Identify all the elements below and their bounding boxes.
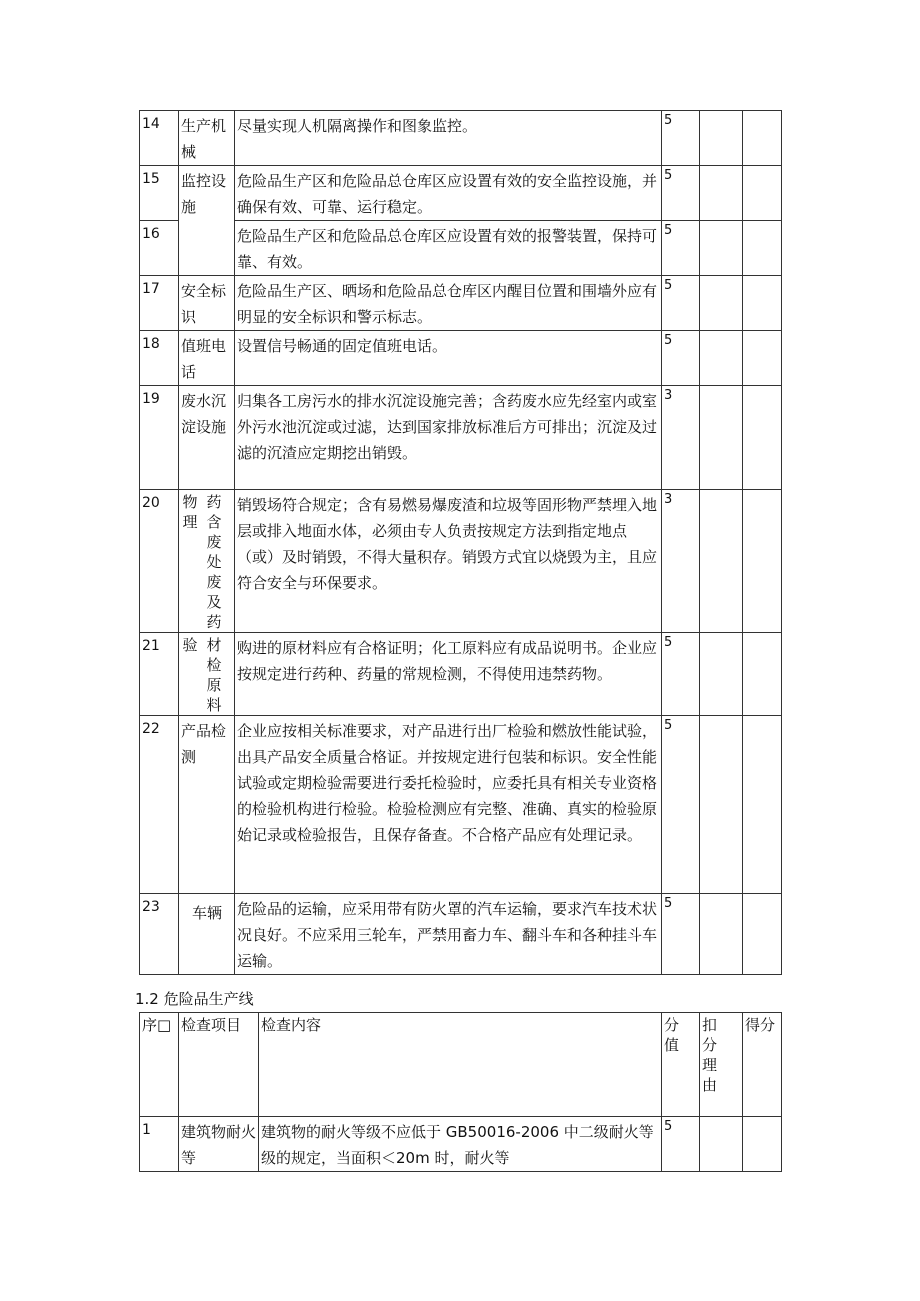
row-number: 17 bbox=[140, 276, 179, 331]
check-item-part: 材检原料 bbox=[206, 636, 222, 714]
deduct-reason-cell bbox=[700, 1117, 743, 1172]
got-score-cell bbox=[743, 331, 782, 386]
deduct-reason-cell bbox=[700, 386, 743, 490]
deduct-reason-cell bbox=[700, 490, 743, 633]
score-value: 5 bbox=[662, 166, 700, 221]
check-item-part: 物理 bbox=[182, 493, 198, 531]
row-number: 1 bbox=[140, 1117, 179, 1172]
header-score: 分值 bbox=[662, 1013, 700, 1117]
score-value: 3 bbox=[662, 386, 700, 490]
header-row bbox=[140, 1013, 782, 1117]
score-value: 5 bbox=[662, 633, 700, 716]
score-value: 5 bbox=[662, 111, 700, 166]
check-content: 销毁场符合规定；含有易燃易爆废渣和垃圾等固形物严禁埋入地层或排入地面水体，必须由专人负责按规定方法到指定地点（或）及时销毁，不得大量积存。销毁方式宜以烧毁为主，且应符合安全与环保要求。 bbox=[235, 490, 662, 633]
check-item: 生产机械 bbox=[179, 111, 235, 166]
check-content: 危险品生产区和危险品总仓库区应设置有效的报警装置，保持可靠、有效。 bbox=[235, 221, 662, 276]
row-number: 15 bbox=[140, 166, 179, 221]
row-number: 21 bbox=[140, 633, 179, 716]
table-row bbox=[140, 111, 782, 166]
score-value: 5 bbox=[662, 331, 700, 386]
score-value: 5 bbox=[662, 894, 700, 975]
table-row bbox=[140, 716, 782, 894]
check-content: 危险品生产区和危险品总仓库区应设置有效的安全监控设施，并确保有效、可靠、运行稳定。 bbox=[235, 166, 662, 221]
check-content: 建筑物的耐火等级不应低于 GB50016-2006 中二级耐火等级的规定，当面积＜20m 时，耐火等 bbox=[259, 1117, 662, 1172]
table-row bbox=[140, 221, 782, 276]
row-number: 23 bbox=[140, 894, 179, 975]
row-number: 16 bbox=[140, 221, 179, 276]
got-score-cell bbox=[743, 221, 782, 276]
score-value: 5 bbox=[662, 716, 700, 894]
table-row bbox=[140, 331, 782, 386]
deduct-reason-cell bbox=[700, 716, 743, 894]
deduct-reason-cell bbox=[700, 166, 743, 221]
check-item: 车辆 bbox=[179, 894, 235, 975]
got-score-cell bbox=[743, 276, 782, 331]
check-item: 安全标识 bbox=[179, 276, 235, 331]
check-item: 产品检测 bbox=[179, 716, 235, 894]
got-score-cell bbox=[743, 1117, 782, 1172]
table-row bbox=[140, 633, 782, 716]
check-content: 危险品的运输，应采用带有防火罩的汽车运输，要求汽车技术状况良好。不应采用三轮车，严禁用畜力车、翻斗车和各种挂斗车运输。 bbox=[235, 894, 662, 975]
deduct-reason-cell bbox=[700, 276, 743, 331]
deduct-reason-cell bbox=[700, 111, 743, 166]
deduct-reason-cell bbox=[700, 331, 743, 386]
row-number: 18 bbox=[140, 331, 179, 386]
header-no: 序□ bbox=[140, 1013, 179, 1117]
inspection-table-1 bbox=[139, 110, 782, 975]
check-item: 监控设施 bbox=[179, 166, 235, 276]
got-score-cell bbox=[743, 633, 782, 716]
got-score-cell bbox=[743, 386, 782, 490]
score-value: 3 bbox=[662, 490, 700, 633]
table-row bbox=[140, 1117, 782, 1172]
check-item: 废水沉淀设施 bbox=[179, 386, 235, 490]
deduct-reason-cell bbox=[700, 894, 743, 975]
table-row bbox=[140, 490, 782, 633]
check-item-part: 验 bbox=[182, 636, 198, 654]
score-value: 5 bbox=[662, 1117, 700, 1172]
deduct-reason-cell bbox=[700, 221, 743, 276]
check-content: 设置信号畅通的固定值班电话。 bbox=[235, 331, 662, 386]
check-content: 尽量实现人机隔离操作和图象监控。 bbox=[235, 111, 662, 166]
got-score-cell bbox=[743, 894, 782, 975]
row-number: 22 bbox=[140, 716, 179, 894]
check-item: 值班电话 bbox=[179, 331, 235, 386]
table-row bbox=[140, 894, 782, 975]
row-number: 20 bbox=[140, 490, 179, 633]
check-content: 购进的原材料应有合格证明；化工原料应有成品说明书。企业应按规定进行药种、药量的常规检测，不得使用违禁药物。 bbox=[235, 633, 662, 716]
score-value: 5 bbox=[662, 221, 700, 276]
table-row bbox=[140, 166, 782, 221]
check-content: 危险品生产区、晒场和危险品总仓库区内醒目位置和围墙外应有明显的安全标识和警示标志。 bbox=[235, 276, 662, 331]
header-content: 检查内容 bbox=[259, 1013, 662, 1117]
row-number: 19 bbox=[140, 386, 179, 490]
check-item: 建筑物耐火等 bbox=[179, 1117, 259, 1172]
inspection-table-2 bbox=[139, 1012, 782, 1172]
got-score-cell bbox=[743, 716, 782, 894]
got-score-cell bbox=[743, 166, 782, 221]
check-content: 企业应按相关标准要求，对产品进行出厂检验和燃放性能试验，出具产品安全质量合格证。并按规定进行包装和标识。安全性能试验或定期检验需要进行委托检验时，应委托具有相关专业资格的检验机构进行检验。检验检测应有完整、准确、真实的检验原始记录或检验报告，且保存备查。不合格产品应有处理记录。 bbox=[235, 716, 662, 894]
check-item bbox=[179, 490, 235, 633]
deduct-reason-cell bbox=[700, 633, 743, 716]
header-got-score: 得分 bbox=[743, 1013, 782, 1117]
score-value: 5 bbox=[662, 276, 700, 331]
table-row bbox=[140, 276, 782, 331]
got-score-cell bbox=[743, 111, 782, 166]
check-content: 归集各工房污水的排水沉淀设施完善；含药废水应先经室内或室外污水池沉淀或过滤，达到国家排放标准后方可排出；沉淀及过滤的沉渣应定期挖出销毁。 bbox=[235, 386, 662, 490]
row-number: 14 bbox=[140, 111, 179, 166]
header-deduct-reason: 扣分理由 bbox=[700, 1013, 743, 1117]
check-item bbox=[179, 633, 235, 716]
section-title: 1.2 危险品生产线 bbox=[135, 990, 254, 1008]
check-item-part: 药含废处废及药 bbox=[206, 493, 222, 631]
got-score-cell bbox=[743, 490, 782, 633]
table-row bbox=[140, 386, 782, 490]
header-item: 检查项目 bbox=[179, 1013, 259, 1117]
